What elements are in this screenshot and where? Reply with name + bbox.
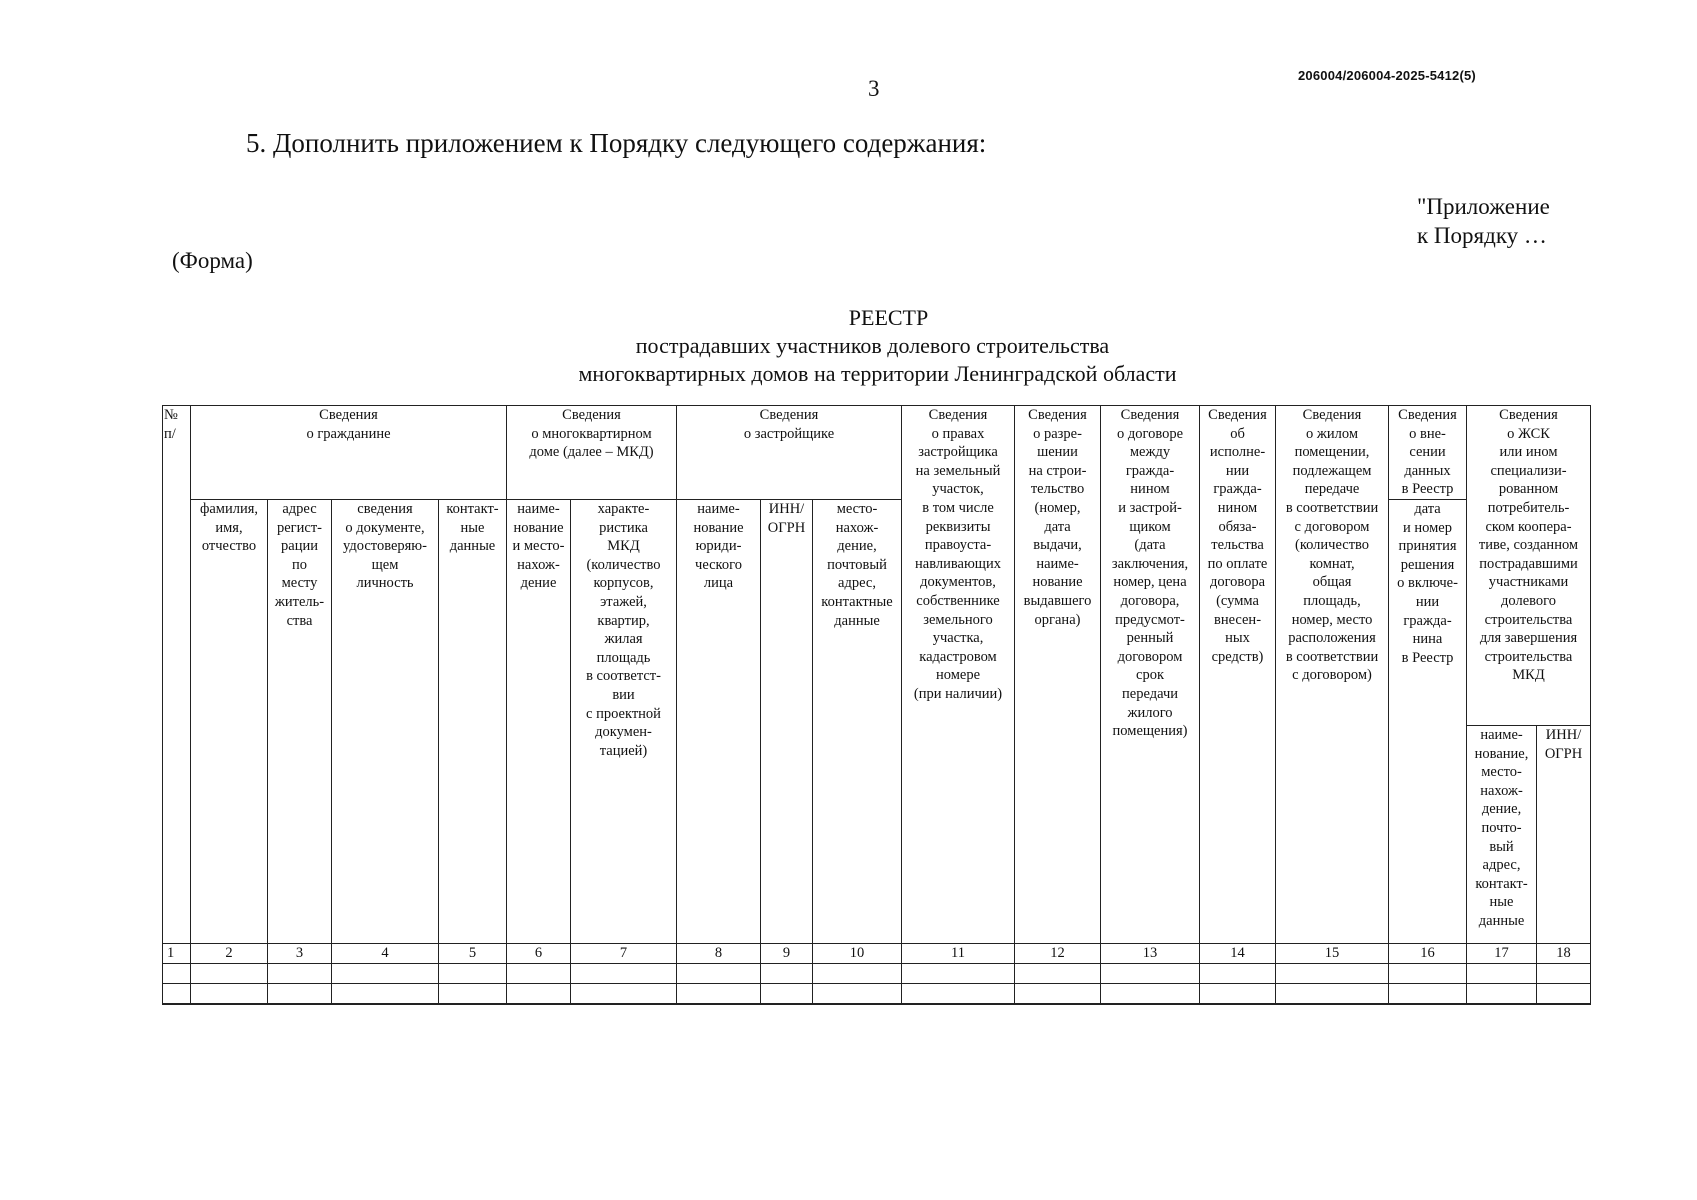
- column-number: 6: [507, 943, 571, 963]
- column-number: 7: [571, 943, 677, 963]
- payment-header: Сведения об исполне- нии гражда- нином обяза- тельства по оплате договора (сумма внесен- ных средств): [1200, 406, 1276, 944]
- hsc-group-header: Сведения о ЖСК или ином специализи- рованном потребитель- ском коопера- тиве, созданном пострадавшими участниками долевого строительства для завершения строительства МКД: [1467, 406, 1591, 726]
- mkd-name-header: наиме- нование и место- нахож- дение: [507, 499, 571, 943]
- citizen-group-header: Сведения о гражданине: [191, 406, 507, 500]
- appendix-line-1: "Приложение: [1417, 194, 1550, 219]
- column-number: 9: [761, 943, 813, 963]
- id-document-header: сведения о документе, удостоверяю- щем личность: [332, 499, 439, 943]
- column-number: 18: [1537, 943, 1591, 963]
- contacts-header: контакт- ные данные: [439, 499, 507, 943]
- fio-header: фамилия, имя, отчество: [191, 499, 268, 943]
- column-number: 14: [1200, 943, 1276, 963]
- mkd-features-header: характе- ристика МКД (количество корпусов, этажей, квартир, жилая площадь в соответст- вии с проектной докумен- тацией): [571, 499, 677, 943]
- column-number: 15: [1276, 943, 1389, 963]
- appendix-line-2: к Порядку …: [1417, 223, 1547, 248]
- column-number: 10: [813, 943, 902, 963]
- registry-table: [162, 405, 1591, 1005]
- column-number: 16: [1389, 943, 1467, 963]
- table-row: [163, 983, 1591, 1004]
- instruction-text: 5. Дополнить приложением к Порядку следующего содержания:: [246, 128, 987, 158]
- title-line-1: РЕЕСТР: [848, 305, 929, 330]
- premises-header: Сведения о жилом помещении, подлежащем передаче в соответствии с договором (количество комнат, общая площадь, номер, место расположения в соответствии с договором): [1276, 406, 1389, 944]
- reg-address-header: адрес регист- рации по месту житель- ства: [268, 499, 332, 943]
- land-rights-header: Сведения о правах застройщика на земельный участок, в том числе реквизиты правоуста- навливающих документов, собственнике земельного участка, кадастровом номере (при наличии): [902, 406, 1015, 944]
- col-num-header: № п/: [163, 406, 191, 944]
- page-number: 3: [868, 76, 880, 101]
- column-number: 17: [1467, 943, 1537, 963]
- column-number: 8: [677, 943, 761, 963]
- document-id: 206004/206004-2025-5412(5): [1298, 68, 1476, 83]
- column-number: 2: [191, 943, 268, 963]
- column-number: 12: [1015, 943, 1101, 963]
- column-number: 13: [1101, 943, 1200, 963]
- title-line-2: пострадавших участников долевого строительства: [635, 333, 1110, 358]
- registry-title: [0, 304, 1697, 388]
- column-number: 5: [439, 943, 507, 963]
- column-number: 11: [902, 943, 1015, 963]
- permit-header: Сведения о разре- шении на строи- тельство (номер, дата выдачи, наиме- нование выдавшего органа): [1015, 406, 1101, 944]
- appendix-reference: [1417, 192, 1550, 250]
- contract-header: Сведения о договоре между гражда- нином и застрой- щиком (дата заключения, номер, цена договора, предусмот- ренный договором срок передачи жилого помещения): [1101, 406, 1200, 944]
- form-label: (Форма): [172, 248, 253, 273]
- developer-group-header: Сведения о застройщике: [677, 406, 902, 500]
- dev-name-header: наиме- нование юриди- ческого лица: [677, 499, 761, 943]
- hsc-name-header: наиме- нование, место- нахож- дение, почто- вый адрес, контакт- ные данные: [1467, 725, 1537, 943]
- title-line-3: многоквартирных домов на территории Ленинградской области: [578, 361, 1177, 386]
- table-row: [163, 963, 1591, 983]
- column-number: 1: [163, 943, 191, 963]
- hsc-inn-header: ИНН/ ОГРН: [1537, 725, 1591, 943]
- dev-location-header: место- нахож- дение, почтовый адрес, контактные данные: [813, 499, 902, 943]
- column-number: 4: [332, 943, 439, 963]
- dev-inn-header: ИНН/ ОГРН: [761, 499, 813, 943]
- inclusion-date-header: дата и номер принятия решения о включе- нии гражда- нина в Реестр: [1389, 499, 1467, 943]
- mkd-group-header: Сведения о многоквартирном доме (далее – МКД): [507, 406, 677, 500]
- column-number: 3: [268, 943, 332, 963]
- column-numbers-row: [163, 943, 1591, 963]
- inclusion-group-header: Сведения о вне- сении данных в Реестр: [1389, 406, 1467, 500]
